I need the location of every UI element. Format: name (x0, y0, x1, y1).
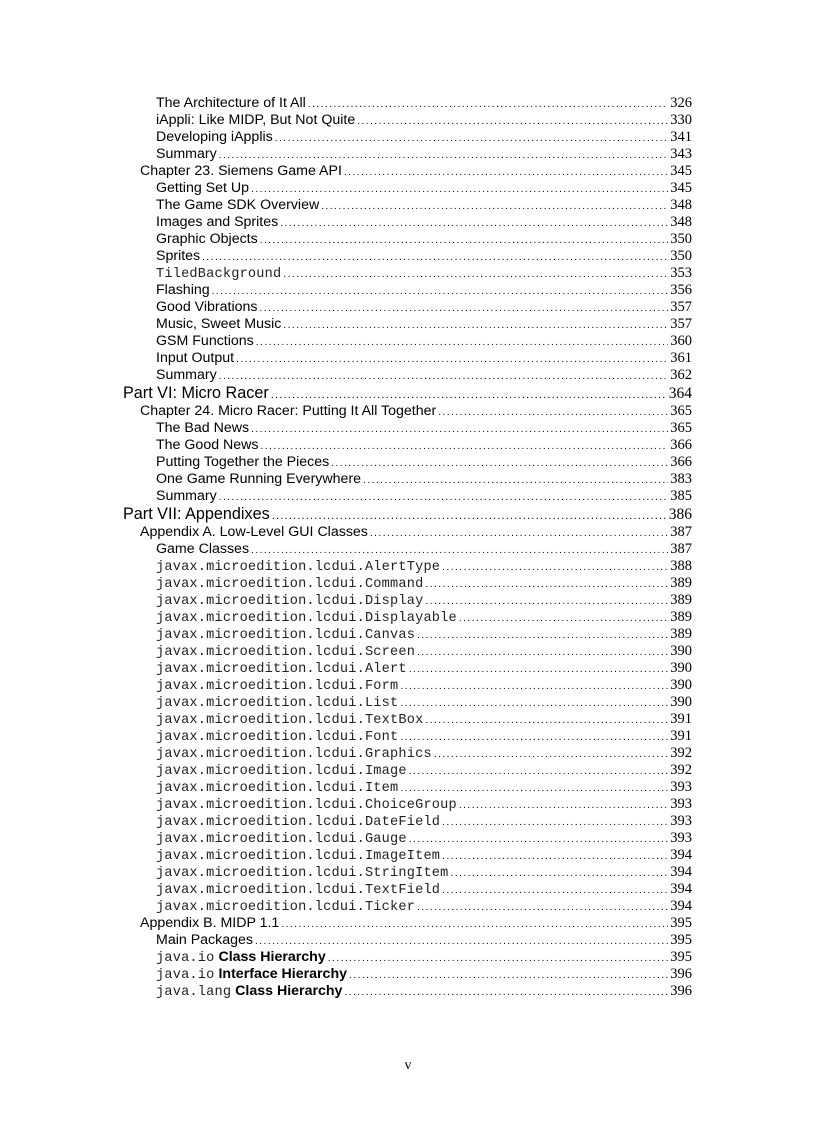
toc-entry-code: javax.microedition.lcdui.ImageItem (156, 849, 441, 864)
dot-leader (261, 438, 669, 455)
toc-entry-part[interactable] (0, 384, 816, 403)
toc-entry-page: 394 (670, 898, 692, 914)
toc-entry-title (156, 575, 423, 593)
toc-entry-code: java.io (156, 951, 215, 966)
toc-entry-code: javax.microedition.lcdui.Graphics (156, 747, 432, 762)
toc-entry-page: 387 (670, 541, 692, 557)
toc-entry-section[interactable] (0, 316, 816, 333)
toc-entry-section[interactable] (0, 898, 816, 915)
dot-leader (451, 865, 669, 882)
toc-entry-page: 350 (670, 248, 692, 264)
toc-entry-text: Main Packages (156, 932, 253, 948)
toc-entry-title (156, 762, 407, 780)
toc-entry-page: 394 (670, 864, 692, 880)
toc-entry-chapter[interactable] (0, 524, 816, 541)
toc-entry-section[interactable] (0, 367, 816, 384)
dot-leader (400, 780, 668, 797)
dot-leader (255, 933, 668, 950)
dot-leader (212, 283, 669, 300)
toc-entry-title (156, 282, 210, 299)
toc-entry-code: javax.microedition.lcdui.Font (156, 730, 399, 745)
toc-entry-page: 357 (670, 316, 692, 332)
toc-entry-section[interactable] (0, 779, 816, 796)
toc-entry-part[interactable] (0, 505, 816, 524)
toc-entry-title (156, 558, 440, 576)
dot-leader (283, 266, 668, 283)
toc-entry-section[interactable] (0, 660, 816, 677)
toc-entry-title (156, 677, 398, 695)
toc-entry-title (156, 728, 398, 746)
toc-entry-text: Images and Sprites (156, 214, 279, 230)
toc-entry-section[interactable] (0, 864, 816, 881)
toc-entry-section[interactable] (0, 248, 816, 265)
toc-entry-title (156, 609, 457, 627)
toc-entry-page: 330 (670, 112, 692, 128)
toc-entry-code: javax.microedition.lcdui.Form (156, 679, 399, 694)
toc-entry-title (156, 694, 398, 712)
toc-entry-section[interactable] (0, 949, 816, 966)
toc-entry-title (156, 420, 249, 437)
toc-entry-title (156, 541, 249, 558)
toc-entry-section[interactable] (0, 626, 816, 643)
dot-leader (409, 763, 669, 780)
toc-entry-section[interactable] (0, 558, 816, 575)
dot-leader (363, 472, 668, 489)
toc-entry-code: java.io (156, 968, 215, 983)
toc-entry-text: Summary (156, 367, 217, 383)
dot-leader (331, 455, 668, 472)
toc-entry-section[interactable] (0, 333, 816, 350)
toc-entry-title (156, 214, 278, 231)
toc-entry-section[interactable] (0, 454, 816, 471)
toc-entry-text: Putting Together the Pieces (156, 454, 330, 470)
dot-leader (251, 421, 668, 438)
toc-entry-code: javax.microedition.lcdui.Gauge (156, 832, 407, 847)
toc-entry-title (156, 488, 217, 505)
toc-entry-text: Input Output (156, 350, 235, 366)
toc-entry-code: javax.microedition.lcdui.TextField (156, 883, 441, 898)
toc-entry-page: 343 (670, 146, 692, 162)
toc-entry-section[interactable] (0, 643, 816, 660)
dot-leader (442, 848, 668, 865)
toc-entry-section[interactable] (0, 932, 816, 949)
toc-entry-section[interactable] (0, 711, 816, 728)
toc-entry-page: 357 (670, 299, 692, 315)
toc-entry-title (156, 881, 440, 899)
toc-entry-page: 393 (670, 796, 692, 812)
toc-entry-title (140, 524, 368, 541)
toc-entry-title (156, 864, 449, 882)
dot-leader (321, 198, 668, 215)
toc-entry-code: java.lang (156, 985, 232, 1000)
toc-entry-title (123, 384, 269, 403)
toc-entry-text: Graphic Objects (156, 231, 258, 247)
toc-entry-page: 350 (670, 231, 692, 247)
toc-entry-page: 362 (670, 367, 692, 383)
toc-entry-page: 396 (670, 983, 692, 999)
toc-entry-section[interactable] (0, 214, 816, 231)
toc-entry-section[interactable] (0, 728, 816, 745)
dot-leader (357, 113, 668, 130)
toc-entry-page: 345 (670, 180, 692, 196)
toc-entry-page: 356 (670, 282, 692, 298)
dot-leader (434, 746, 668, 763)
toc-entry-title (140, 163, 342, 180)
dot-leader (425, 576, 668, 593)
toc-entry-text: Flashing (156, 282, 210, 298)
toc-entry-title (156, 437, 259, 454)
toc-entry-title (156, 949, 326, 967)
toc-entry-section[interactable] (0, 231, 816, 248)
toc-entry-title (140, 403, 436, 420)
toc-entry-title (156, 299, 257, 316)
toc-entry-page: 365 (670, 403, 692, 419)
toc-entry-code: javax.microedition.lcdui.List (156, 696, 399, 711)
toc-entry-text: Summary (156, 488, 217, 504)
toc-entry-page: 383 (670, 471, 692, 487)
toc-entry-page: 388 (670, 558, 692, 574)
dot-leader (400, 729, 668, 746)
toc-entry-text: Getting Set Up (156, 180, 250, 196)
dot-leader (400, 678, 668, 695)
toc-entry-title (156, 898, 415, 916)
toc-entry-title (156, 643, 415, 661)
toc-entry-page: 390 (670, 677, 692, 693)
toc-entry-page: 389 (670, 592, 692, 608)
page-number: v (404, 1058, 412, 1073)
toc-entry-code: javax.microedition.lcdui.AlertType (156, 560, 441, 575)
toc-entry-page: 393 (670, 830, 692, 846)
toc-entry-section[interactable] (0, 609, 816, 626)
table-of-contents (0, 95, 816, 1000)
dot-leader (438, 404, 668, 421)
toc-entry-title (156, 592, 423, 610)
toc-entry-title (156, 95, 306, 112)
toc-entry-section[interactable] (0, 420, 816, 437)
toc-entry-page: 391 (670, 728, 692, 744)
toc-entry-page: 387 (670, 524, 692, 540)
toc-entry-section[interactable] (0, 282, 816, 299)
toc-entry-text: Game Classes (156, 541, 250, 557)
toc-entry-chapter[interactable] (0, 163, 816, 180)
dot-leader (417, 899, 668, 916)
toc-entry-code: javax.microedition.lcdui.Alert (156, 662, 407, 677)
toc-entry-title (156, 454, 329, 471)
toc-entry-title (123, 505, 270, 524)
toc-entry-page: 341 (670, 129, 692, 145)
toc-entry-page: 364 (668, 385, 692, 402)
toc-entry-title (156, 471, 361, 488)
toc-entry-text: Part VII: Appendixes (123, 505, 270, 523)
toc-entry-section[interactable] (0, 762, 816, 779)
toc-entry-title (156, 813, 440, 831)
toc-entry-section[interactable] (0, 745, 816, 762)
toc-entry-page: 392 (670, 762, 692, 778)
toc-entry-section[interactable] (0, 983, 816, 1000)
toc-entry-section[interactable] (0, 796, 816, 813)
toc-entry-text: Developing iApplis (156, 129, 273, 145)
dot-leader (409, 661, 669, 678)
toc-entry-code: javax.microedition.lcdui.DateField (156, 815, 441, 830)
toc-entry-code: javax.microedition.lcdui.TextBox (156, 713, 424, 728)
toc-entry-bold-text: Class Hierarchy (235, 983, 343, 999)
toc-entry-page: 360 (670, 333, 692, 349)
toc-entry-title (156, 333, 254, 350)
toc-entry-title (156, 932, 253, 949)
toc-entry-text: The Bad News (156, 420, 250, 436)
toc-entry-title (156, 660, 407, 678)
toc-entry-text: One Game Running Everywhere (156, 471, 362, 487)
toc-entry-page: 390 (670, 643, 692, 659)
toc-entry-section[interactable] (0, 265, 816, 282)
toc-entry-section[interactable] (0, 95, 816, 112)
dot-leader (349, 967, 668, 984)
toc-entry-code: javax.microedition.lcdui.Screen (156, 645, 416, 660)
toc-entry-text: Chapter 23. Siemens Game API (140, 163, 342, 179)
toc-entry-text: Part VI: Micro Racer (123, 384, 269, 402)
toc-entry-page: 386 (668, 506, 692, 523)
toc-entry-section[interactable] (0, 881, 816, 898)
toc-entry-chapter[interactable] (0, 915, 816, 932)
toc-entry-page: 348 (670, 214, 692, 230)
toc-entry-text: Appendix B. MIDP 1.1 (140, 915, 280, 931)
dot-leader (219, 147, 669, 164)
toc-entry-page: 396 (670, 966, 692, 982)
dot-leader (281, 916, 668, 933)
toc-entry-title (156, 112, 355, 129)
dot-leader (417, 627, 668, 644)
toc-entry-code: javax.microedition.lcdui.ChoiceGroup (156, 798, 457, 813)
dot-leader (425, 593, 668, 610)
toc-entry-code: javax.microedition.lcdui.Image (156, 764, 407, 779)
dot-leader (409, 831, 669, 848)
toc-entry-page: 361 (670, 350, 692, 366)
toc-entry-page: 326 (670, 95, 692, 111)
toc-entry-code: javax.microedition.lcdui.Ticker (156, 900, 416, 915)
toc-entry-page: 395 (670, 949, 692, 965)
dot-leader (425, 712, 668, 729)
dot-leader (259, 300, 668, 317)
dot-leader (459, 610, 668, 627)
dot-leader (442, 814, 668, 831)
toc-entry-title (156, 711, 423, 729)
toc-entry-text: Appendix A. Low-Level GUI Classes (140, 524, 368, 540)
dot-leader (280, 215, 668, 232)
toc-entry-title (156, 966, 347, 984)
toc-entry-title (156, 626, 415, 644)
dot-leader (202, 249, 668, 266)
dot-leader (275, 130, 669, 147)
dot-leader (400, 695, 668, 712)
toc-entry-page: 391 (670, 711, 692, 727)
toc-entry-text: The Architecture of It All (156, 95, 306, 111)
toc-entry-page: 385 (670, 488, 692, 504)
toc-entry-section[interactable] (0, 575, 816, 592)
dot-leader (442, 559, 668, 576)
toc-entry-title (156, 350, 234, 367)
toc-entry-page: 390 (670, 660, 692, 676)
toc-entry-section[interactable] (0, 350, 816, 367)
toc-entry-section[interactable] (0, 112, 816, 129)
toc-entry-title (156, 180, 249, 197)
toc-entry-title (156, 367, 217, 384)
toc-entry-title (156, 197, 319, 214)
toc-entry-section[interactable] (0, 592, 816, 609)
dot-leader (344, 984, 668, 1001)
toc-entry-title (156, 745, 432, 763)
toc-entry-code: javax.microedition.lcdui.Display (156, 594, 424, 609)
toc-entry-page: 393 (670, 813, 692, 829)
toc-entry-code: javax.microedition.lcdui.Command (156, 577, 424, 592)
toc-entry-text: Good Vibrations (156, 299, 258, 315)
toc-entry-title (156, 248, 200, 265)
toc-entry-page: 393 (670, 779, 692, 795)
toc-entry-title (156, 265, 281, 283)
toc-entry-text: Chapter 24. Micro Racer: Putting It All Together (140, 403, 437, 419)
toc-entry-code: javax.microedition.lcdui.Canvas (156, 628, 416, 643)
toc-entry-section[interactable] (0, 847, 816, 864)
dot-leader (417, 644, 668, 661)
dot-leader (260, 232, 669, 249)
dot-leader (236, 351, 668, 368)
toc-entry-page: 394 (670, 847, 692, 863)
toc-entry-section[interactable] (0, 197, 816, 214)
toc-entry-section[interactable] (0, 541, 816, 558)
toc-entry-text: iAppli: Like MIDP, But Not Quite (156, 112, 356, 128)
toc-entry-page: 353 (670, 265, 692, 281)
toc-entry-title (156, 146, 217, 163)
toc-entry-text: GSM Functions (156, 333, 254, 349)
dot-leader (442, 882, 668, 899)
toc-entry-code: javax.microedition.lcdui.Item (156, 781, 399, 796)
toc-entry-title (156, 847, 440, 865)
toc-entry-page: 389 (670, 626, 692, 642)
toc-entry-page: 348 (670, 197, 692, 213)
dot-leader (344, 164, 668, 181)
toc-entry-title (156, 796, 457, 814)
toc-entry-bold-text: Class Hierarchy (218, 949, 326, 965)
toc-entry-page: 392 (670, 745, 692, 761)
dot-leader (251, 181, 668, 198)
dot-leader (328, 950, 669, 967)
toc-entry-title (156, 316, 281, 333)
toc-entry-page: 389 (670, 575, 692, 591)
toc-entry-chapter[interactable] (0, 403, 816, 420)
toc-entry-section[interactable] (0, 813, 816, 830)
toc-entry-section[interactable] (0, 299, 816, 316)
dot-leader (219, 489, 669, 506)
dot-leader (459, 797, 668, 814)
dot-leader (370, 525, 668, 542)
dot-leader (283, 317, 668, 334)
toc-entry-text: The Good News (156, 437, 259, 453)
dot-leader (219, 368, 669, 385)
toc-entry-code: javax.microedition.lcdui.Displayable (156, 611, 457, 626)
toc-entry-title (156, 231, 258, 248)
toc-entry-code: javax.microedition.lcdui.StringItem (156, 866, 449, 881)
toc-entry-page: 395 (670, 932, 692, 948)
toc-entry-section[interactable] (0, 129, 816, 146)
dot-leader (308, 96, 668, 113)
toc-entry-page: 345 (670, 163, 692, 179)
toc-entry-text: Music, Sweet Music (156, 316, 282, 332)
toc-entry-text: Summary (156, 146, 217, 162)
toc-entry-page: 390 (670, 694, 692, 710)
toc-entry-section[interactable] (0, 830, 816, 847)
toc-entry-title (156, 129, 273, 146)
toc-entry-section[interactable] (0, 471, 816, 488)
toc-entry-page: 365 (670, 420, 692, 436)
toc-entry-page: 366 (670, 454, 692, 470)
toc-entry-text: Sprites (156, 248, 201, 264)
toc-entry-page: 389 (670, 609, 692, 625)
toc-entry-title (156, 779, 398, 797)
toc-entry-code: TiledBackground (156, 267, 282, 282)
toc-entry-page: 366 (670, 437, 692, 453)
toc-entry-section[interactable] (0, 146, 816, 163)
toc-entry-section[interactable] (0, 694, 816, 711)
toc-entry-title (156, 983, 342, 1001)
toc-entry-bold-text: Interface Hierarchy (218, 966, 348, 982)
toc-entry-title (140, 915, 279, 932)
toc-entry-section[interactable] (0, 677, 816, 694)
toc-entry-section[interactable] (0, 180, 816, 197)
toc-entry-section[interactable] (0, 966, 816, 983)
toc-entry-page: 394 (670, 881, 692, 897)
dot-leader (256, 334, 668, 351)
dot-leader (251, 542, 668, 559)
toc-entry-section[interactable] (0, 488, 816, 505)
toc-entry-page: 395 (670, 915, 692, 931)
toc-entry-section[interactable] (0, 437, 816, 454)
toc-entry-title (156, 830, 407, 848)
toc-entry-text: The Game SDK Overview (156, 197, 320, 213)
